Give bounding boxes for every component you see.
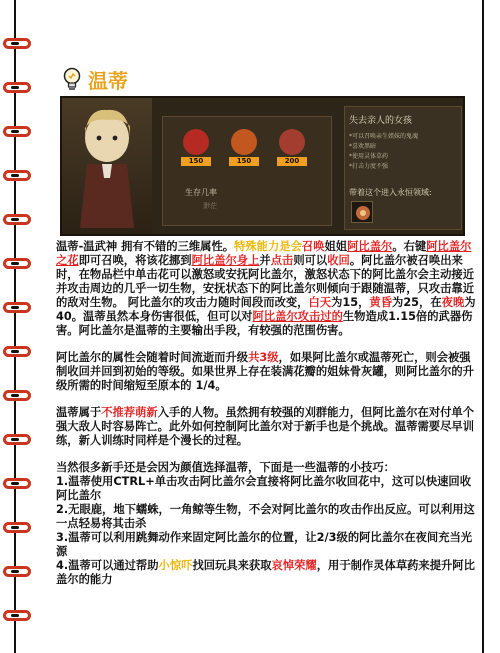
text-run: 特殊能力: [234, 240, 280, 253]
ring: [3, 258, 31, 269]
text-run: 阿比盖尔的属性会随着时间流逝而升级: [56, 351, 249, 364]
character-image: [60, 96, 465, 236]
text-run: 温蒂-温武神 拥有不错的三维属性。: [56, 240, 235, 253]
article-body: [56, 240, 476, 587]
text-run: 哀悼荣耀: [271, 559, 317, 572]
stat-hunger: [229, 129, 259, 169]
survival-label: 生存几率: [185, 188, 217, 197]
ring: [3, 522, 31, 533]
ring: [3, 610, 31, 621]
section-header: [62, 64, 128, 94]
starting-item-label: 带着这个进入永恒领域:: [349, 188, 432, 197]
paragraph: [56, 351, 476, 393]
text-run: 即可召唤，将该花挪到: [78, 254, 192, 267]
text-run: 阿比盖尔之花: [56, 240, 472, 267]
text-run: 。阿比盖尔被召唤出来时，在物品栏中单击花可以激怒或安抚阿比盖尔，激怒状态下的阿比盖尔会主动接近并攻击周边的几乎一切生物，安抚状态下的阿比盖尔则倾向于跟随温蒂，只攻击靠近的敌对生物。 阿比盖尔的攻击力随时间段而改变，: [56, 254, 474, 309]
lightbulb-icon: [62, 67, 82, 91]
stat-sanity: [277, 129, 307, 169]
text-run: 收回: [327, 254, 350, 267]
ring: [3, 390, 31, 401]
text-run: 生物造成1.15倍的武器伤害。阿比盖尔是温蒂的主要输出手段，有较强的范围伤害。: [56, 310, 473, 337]
stat-value: 150: [229, 157, 259, 166]
trait-line: *打击力度不强: [349, 163, 389, 170]
brain-icon: [279, 129, 305, 155]
text-run: ，用于制作灵体草药来提升阿比盖尔的能力: [56, 559, 475, 586]
text-run: 为15，: [331, 296, 370, 309]
trait-line: *喜欢黑暗: [349, 143, 377, 150]
text-run: 2.无眼鹿，地下蠕蛛，一角鲸等生物，不会对阿比盖尔的攻击作出反应。可以利用这一点轻易将其击杀: [56, 503, 475, 530]
survival-value: 渺茫: [203, 202, 217, 210]
stat-value: 200: [277, 157, 307, 166]
stomach-icon: [231, 129, 257, 155]
text-run: ，如果阿比盖尔或温蒂死亡，则会被强制收回并回到初始的等级。如果世界上存在装满花瓣的姐妹骨灰罐，则阿比盖尔的升级所需的时间缩短至原本的 1/4。: [56, 351, 474, 392]
text-run: 小惊吓: [158, 559, 193, 572]
text-run: 共3级: [248, 351, 279, 364]
text-run: 姐姐: [324, 240, 348, 253]
text-run: 入手的人物。虽然拥有较强的刈群能力，但阿比盖尔在对付单个强大敌人时容易阵亡。此外如何控制阿比盖尔对于新手也是个挑战。温蒂需要尽早训练，新人训练时同样是个漫长的过程。: [56, 406, 475, 447]
stat-value: 150: [181, 157, 211, 166]
ring: [3, 346, 31, 357]
tip-item: [56, 503, 476, 531]
page-title: 温蒂: [88, 68, 128, 93]
paragraph: [56, 461, 476, 475]
ring: [3, 214, 31, 225]
text-run: 当然很多新手还是会因为颜值选择温蒂，下面是一些温蒂的小技巧：: [56, 461, 395, 474]
character-tagline: 失去亲人的女孩: [349, 116, 413, 126]
text-run: 温蒂属于: [56, 406, 102, 419]
text-run: 阿比盖尔攻击过的: [252, 310, 343, 323]
text-run: 。右键: [392, 240, 427, 253]
text-run: 黄昏: [369, 296, 393, 309]
trait-line: *使用灵体草药: [349, 153, 389, 160]
paragraph: [56, 240, 476, 338]
text-run: 为25，在: [392, 296, 442, 309]
text-run: 阿比盖尔身上: [191, 254, 260, 267]
ring: [3, 82, 31, 93]
wendy-portrait: [62, 98, 152, 236]
text-run: 3.温蒂可以利用跳舞动作来固定阿比盖尔的位置，让2/3级的阿比盖尔在夜间充当光源: [56, 531, 473, 558]
tip-item: [56, 559, 476, 587]
ring: [3, 434, 31, 445]
character-info-panel: [344, 106, 462, 230]
stat-health: [181, 129, 211, 169]
text-run: 阿比盖尔: [347, 240, 393, 253]
text-run: 召唤: [301, 240, 325, 253]
text-run: 并: [259, 254, 271, 267]
notebook-rings: [0, 0, 40, 653]
ring: [3, 566, 31, 577]
abigail-flower-icon: [351, 201, 373, 223]
heart-icon: [183, 129, 209, 155]
text-run: 则可以: [293, 254, 328, 267]
text-run: 4.温蒂可以通过帮助: [56, 559, 159, 572]
ring: [3, 38, 31, 49]
text-run: 为40。温蒂虽然本身伤害很低，但可以对: [56, 296, 476, 323]
text-run: 夜晚: [441, 296, 465, 309]
ring: [3, 478, 31, 489]
text-run: 不推荐萌新: [101, 406, 158, 419]
tip-item: [56, 475, 476, 503]
text-run: 找回玩具来获取: [192, 559, 272, 572]
ring: [3, 126, 31, 137]
ring: [3, 302, 31, 313]
paragraph: [56, 406, 476, 448]
text-run: 白天: [308, 296, 332, 309]
ring: [3, 170, 31, 181]
text-run: 点击: [270, 254, 294, 267]
text-run: 是会: [279, 240, 302, 253]
trait-line: *可以召唤亲生姐妹的鬼魂: [349, 133, 419, 140]
stats-panel: [162, 116, 332, 226]
text-run: 1.温蒂使用CTRL+单击攻击阿比盖尔会直接将阿比盖尔收回花中，这可以快速回收阿比盖尔: [56, 475, 472, 502]
tip-item: [56, 531, 476, 559]
